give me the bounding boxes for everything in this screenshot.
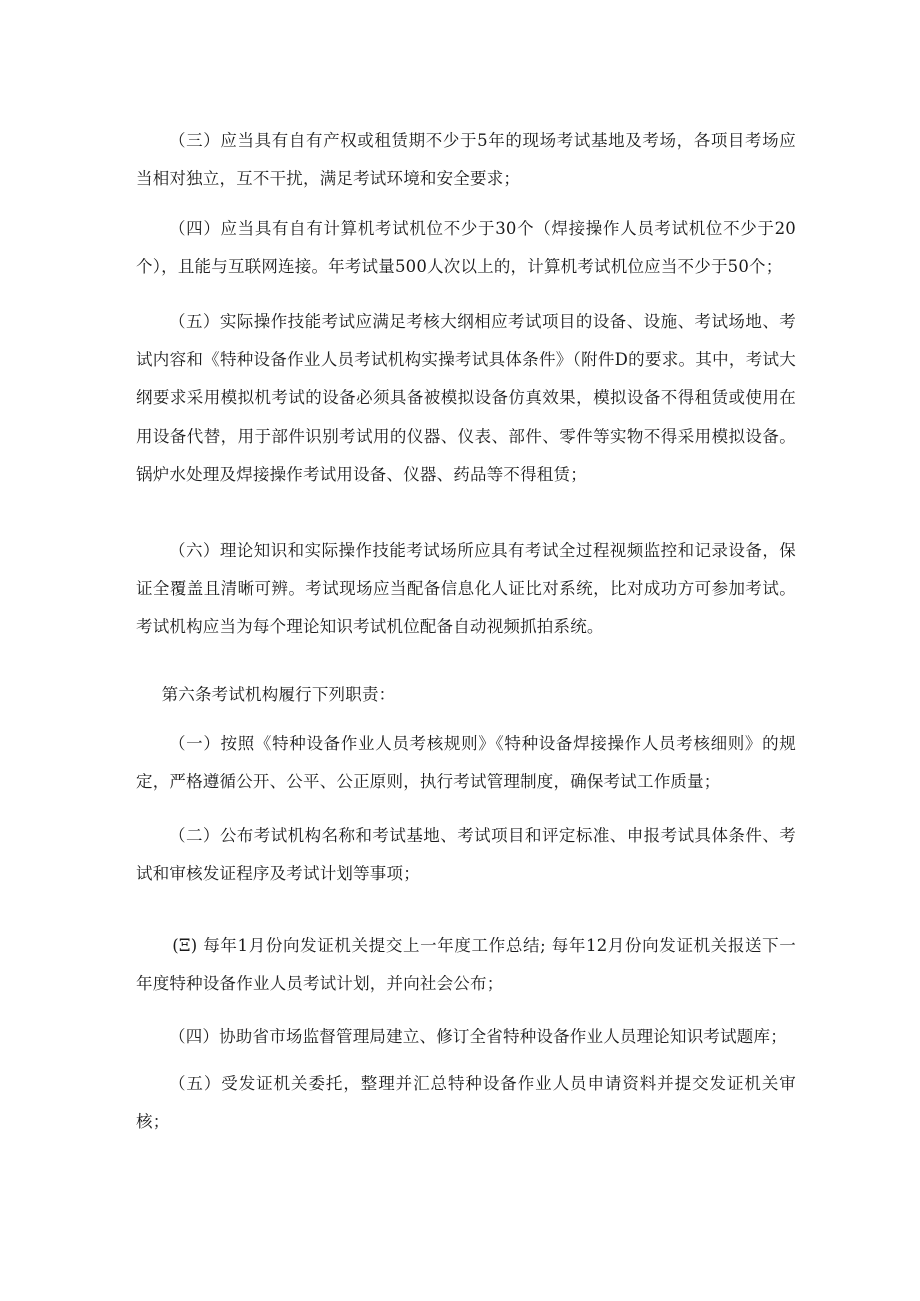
paragraph-duty-two: （二）公布考试机构名称和考试基地、考试项目和评定标准、申报考试具体条件、考试和审核发证程序及考试计划等事项； (136, 826, 796, 884)
paragraph-duty-four: （四）协助省市场监督管理局建立、修订全省特种设备作业人员理论知识考试题库； (169, 1027, 787, 1046)
paragraph-practical-exam: （五）实际操作技能考试应满足考核大纲相应考试项目的设备、设施、考试场地、考试内容和《特种设备作业人员考试机构实操考试具体条件》（附件D的要求。其中，考试大纲要求采用模拟机考试的设备必须具备被模拟设备仿真效果，模拟设备不得租赁或使用在用设备代替，用于部件识别考试用的仪器、仪表、部件、零件等实物不得采用模拟设备。锅炉水处理及焊接操作考试用设备、仪器、药品等不得租赁； (136, 312, 796, 484)
paragraph-video-monitoring: （六）理论知识和实际操作技能考试场所应具有考试全过程视频监控和记录设备，保证全覆盖且清晰可辨。考试现场应当配备信息化人证比对系统，比对成功方可参加考试。考试机构应当为每个理论知识考试机位配备自动视频抓拍系统。 (136, 541, 796, 637)
paragraph-exam-site: （三）应当具有自有产权或租赁期不少于5年的现场考试基地及考场，各项目考场应当相对独立，互不干扰，满足考试环境和安全要求； (136, 131, 796, 189)
paragraph-duty-five: （五）受发证机关委托，整理并汇总特种设备作业人员申请资料并提交发证机关审核； (136, 1074, 796, 1132)
paragraph-duty-three: (Ξ) 每年1月份向发证机关提交上一年度工作总结; 每年12月份向发证机关报送下一年度特种设备作业人员考试计划，并向社会公布； (136, 936, 796, 994)
paragraph-duty-one: （一）按照《特种设备作业人员考核规则》《特种设备焊接操作人员考核细则》的规定，严格遵循公开、公平、公正原则，执行考试管理制度，确保考试工作质量； (136, 734, 796, 792)
article-six-heading: 第六条考试机构履行下列职责： (161, 685, 396, 704)
paragraph-computer-seats: （四）应当具有自有计算机考试机位不少于30个（焊接操作人员考试机位不少于20个），且能与互联网连接。年考试量500人次以上的，计算机考试机位应当不少于50个； (136, 219, 796, 277)
